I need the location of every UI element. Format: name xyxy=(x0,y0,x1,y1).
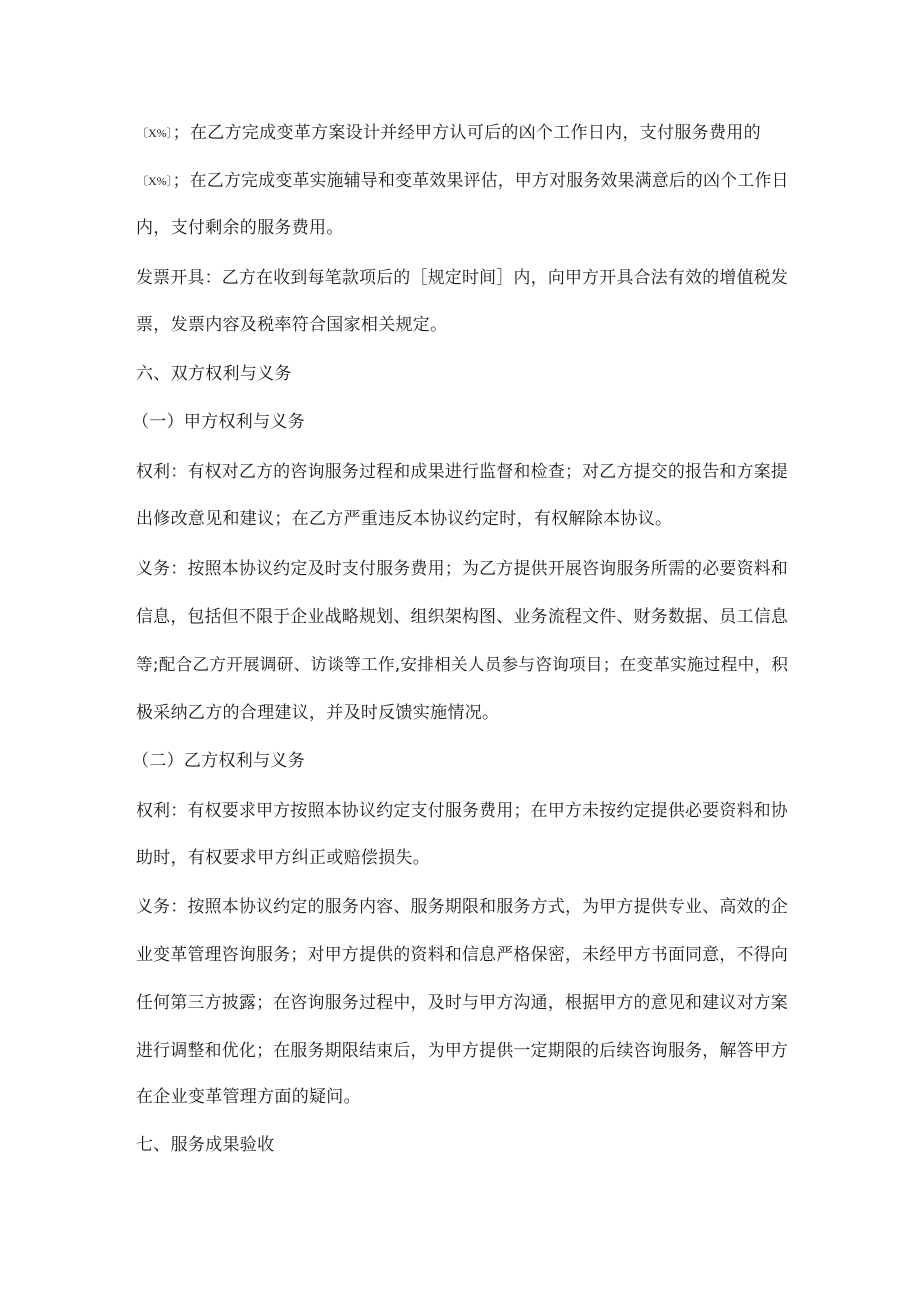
party-a-duties-line-4: 极采纳乙方的合理建议，并及时反馈实施情况。 xyxy=(136,703,500,723)
payment-line-3: 内，支付剩余的服务费用。 xyxy=(136,218,344,238)
party-a-duties-line-3: 等;配合乙方开展调研、访谈等工作,安排相关人员参与咨询项目；在变革实施过程中，积 xyxy=(136,655,789,674)
section-heading-7: 七、服务成果验收 xyxy=(136,1135,275,1155)
party-a-rights-line-1: 权利：有权对乙方的咨询服务过程和成果进行监督和检查；对乙方提交的报告和方案提 xyxy=(136,461,789,481)
invoice-line-2: 票，发票内容及税率符合国家相关规定。 xyxy=(136,315,448,335)
subsection-heading-party-a: （一）甲方权利与义务 xyxy=(132,412,305,432)
party-a-duties-line-2: 信息，包括但不限于企业战略规划、组织架构图、业务流程文件、财务数据、员工信息 xyxy=(136,606,789,626)
line-text: ；在乙方完成变革方案设计并经甲方认可后的凶个工作日内，支付服务费用的 xyxy=(172,123,761,143)
party-a-duties-line-1: 义务：按照本协议约定及时支付服务费用；为乙方提供开展咨询服务所需的必要资料和 xyxy=(136,558,789,578)
percent-placeholder: 〔X%〕 xyxy=(136,174,173,188)
party-b-rights-line-2: 助时，有权要求甲方纠正或赔偿损失。 xyxy=(136,848,431,868)
payment-line-1 xyxy=(136,121,761,145)
subsection-heading-party-b: （二）乙方权利与义务 xyxy=(132,751,305,771)
party-b-rights-line-1: 权利：有权要求甲方按照本协议约定支付服务费用；在甲方未按约定提供必要资料和协 xyxy=(136,800,789,820)
party-b-duties-line-2: 业变革管理咨询服务；对甲方提供的资料和信息严格保密，未经甲方书面同意，不得向 xyxy=(136,944,789,964)
party-b-duties-line-4: 进行调整和优化；在服务期限结束后，为甲方提供一定期限的后续咨询服务，解答甲方 xyxy=(136,1040,789,1060)
party-a-rights-line-2: 出修改意见和建议；在乙方严重违反本协议约定时，有权解除本协议。 xyxy=(136,509,673,529)
party-b-duties-line-5: 在企业变革管理方面的疑问。 xyxy=(136,1087,361,1107)
invoice-line-1: 发票开具：乙方在收到每笔款项后的［规定时间］内，向甲方开具合法有效的增值税发 xyxy=(136,267,789,287)
line-text: ；在乙方完成变革实施辅导和变革效果评估，甲方对服务效果满意后的凶个工作日 xyxy=(172,170,789,190)
percent-placeholder: 〔X%〕 xyxy=(136,126,173,140)
payment-line-2 xyxy=(136,168,789,193)
party-b-duties-line-1: 义务：按照本协议约定的服务内容、服务期限和服务方式，为甲方提供专业、高效的企 xyxy=(136,896,789,916)
party-b-duties-line-3: 任何第三方披露；在咨询服务过程中，及时与甲方沟通，根据甲方的意见和建议对方案 xyxy=(136,992,789,1012)
section-heading-6: 六、双方权利与义务 xyxy=(136,364,292,384)
